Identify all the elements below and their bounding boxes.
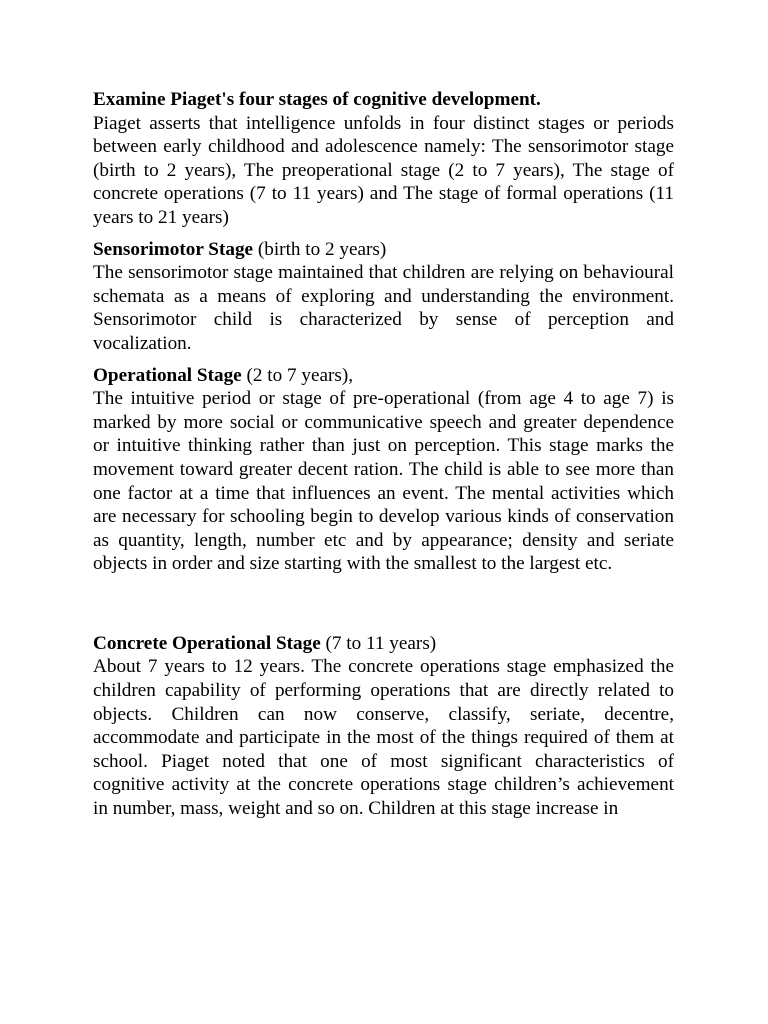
document-page xyxy=(93,88,674,821)
section-heading-title: Concrete Operational Stage xyxy=(93,632,321,654)
section-operational xyxy=(93,364,674,576)
section-sensorimotor xyxy=(93,238,674,356)
section-heading-title: Sensorimotor Stage xyxy=(93,238,254,260)
section-heading xyxy=(93,632,674,656)
section-heading-age-range: (birth to 2 years) xyxy=(253,238,387,260)
section-paragraph: About 7 years to 12 years. The concrete operations stage emphasized the children capability of performing operations that are directly related to objects. Children can now conserve, classify, seriate, decentre, accommodate and participate in the most of the things required of them at school. Piaget noted that one of most significant characteristics of cognitive activity at the concrete operations stage children’s achievement in number, mass, weight and so on. Children at this stage increase in xyxy=(93,656,674,820)
intro-section xyxy=(93,88,674,230)
section-heading-title: Operational Stage xyxy=(93,364,242,386)
section-paragraph: The intuitive period or stage of pre-operational (from age 4 to age 7) is marked by more social or communicative speech and greater dependence or intuitive thinking rather than just on perception. This stage marks the movement toward greater decent ration. The child is able to see more than one factor at a time that influences an event. The mental activities which are necessary for schooling begin to develop various kinds of conservation as quantity, length, number etc and by appearance; density and seriate objects in order and size starting with the smallest to the largest etc. xyxy=(93,388,674,575)
section-heading xyxy=(93,238,674,262)
section-heading-age-range: (2 to 7 years), xyxy=(241,364,354,386)
section-concrete-operational xyxy=(93,632,674,821)
section-heading xyxy=(93,364,674,388)
document-title: Examine Piaget's four stages of cognitive development. xyxy=(93,89,541,110)
section-paragraph: The sensorimotor stage maintained that children are relying on behavioural schemata as a means of exploring and understanding the environment. Sensorimotor child is characterized by sense of perception and vocalization. xyxy=(93,262,674,354)
intro-paragraph: Piaget asserts that intelligence unfolds in four distinct stages or periods between early childhood and adolescence namely: The sensorimotor stage (birth to 2 years), The preoperational stage (2 to 7 years), The stage of concrete operations (7 to 11 years) and The stage of formal operations (11 years to 21 years) xyxy=(93,112,674,228)
section-heading-age-range: (7 to 11 years) xyxy=(320,632,437,654)
